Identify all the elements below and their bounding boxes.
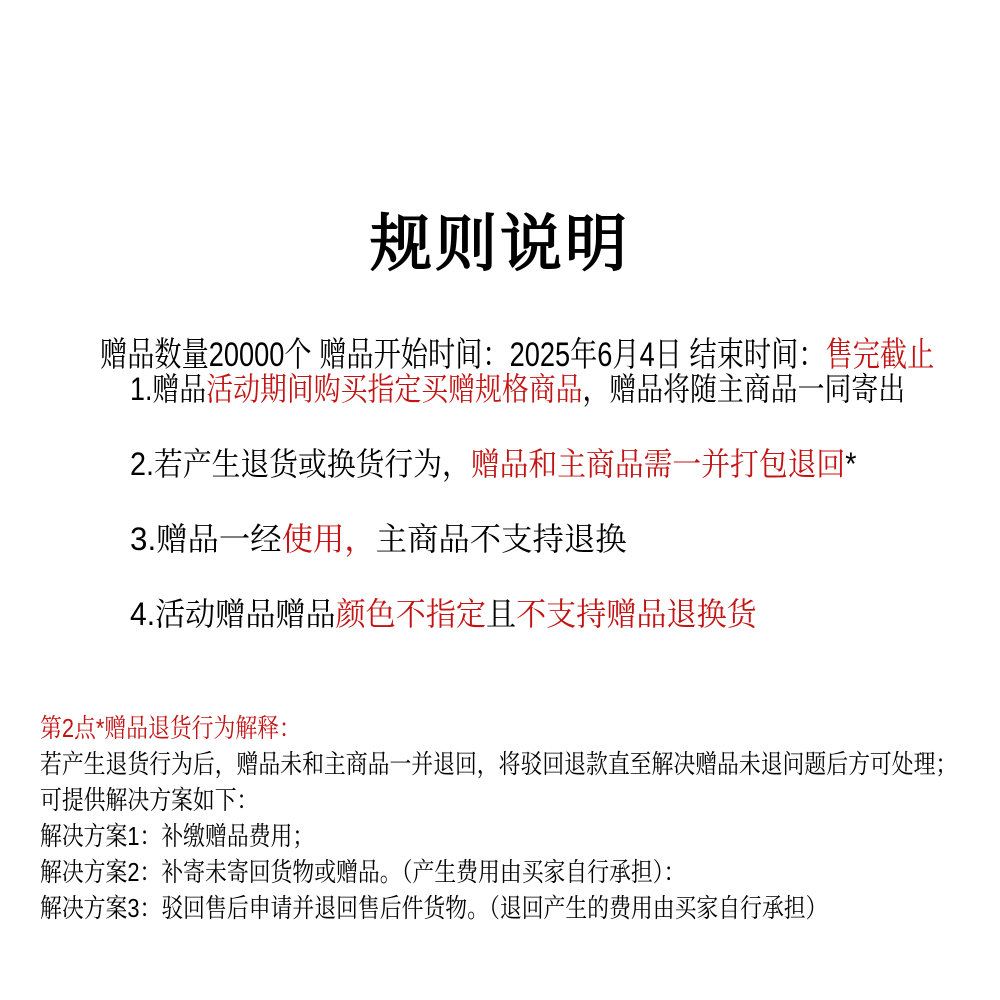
rule-1-segment: ，赠品将随主商品一同寄出 xyxy=(582,371,906,407)
rule-1-segment: 1.赠品 xyxy=(130,371,207,407)
footnote-line-2: 可提供解决方案如下： xyxy=(40,785,259,815)
footnote-line-3: 解决方案1：补缴赠品费用； xyxy=(40,821,315,851)
rule-4-segment: 4.活动赠品赠品 xyxy=(130,596,336,632)
rule-2-asterisk: * xyxy=(845,446,857,482)
rule-line-2 xyxy=(130,439,856,485)
rule-4-highlight: 不支持赠品退换货 xyxy=(516,596,757,632)
rule-2-segment: 2.若产生退货或换货行为， xyxy=(130,446,471,482)
page-title: 规则说明 xyxy=(369,209,630,279)
footnote-line-1: 若产生退货行为后，赠品未和主商品一并退回，将驳回退款直至解决赠品未退问题后方可处理； xyxy=(40,749,958,779)
footnote-block xyxy=(40,710,981,926)
rule-3-highlight: 使用， xyxy=(281,521,376,557)
rule-4-segment: 且 xyxy=(485,596,517,632)
rule-1-highlight: 活动期间购买指定买赠规格商品 xyxy=(206,371,583,407)
footnote-line-5: 解决方案3：驳回售后申请并退回售后件货物。（退回产生的费用由买家自行承担） xyxy=(40,893,828,923)
rule-2-highlight: 赠品和主商品需一并打包退回 xyxy=(470,446,846,482)
gift-info-highlight: 售完截止 xyxy=(825,336,935,374)
rule-line-4 xyxy=(130,589,757,635)
footnote-line-4: 解决方案2：补寄未寄回货物或赠品。（产生费用由买家自行承担）： xyxy=(40,857,686,887)
footnote-heading: 第2点*赠品退货行为解释： xyxy=(40,713,301,743)
rule-3-segment: 主商品不支持退换 xyxy=(375,521,627,557)
rule-4-highlight: 颜色不指定 xyxy=(335,596,486,632)
rule-line-1 xyxy=(130,364,905,410)
rule-line-3 xyxy=(130,514,627,560)
gift-info-text: 赠品数量20000个 赠品开始时间：2025年6月4日 结束时间： xyxy=(100,336,826,374)
rule-3-segment: 3.赠品一经 xyxy=(130,521,282,557)
